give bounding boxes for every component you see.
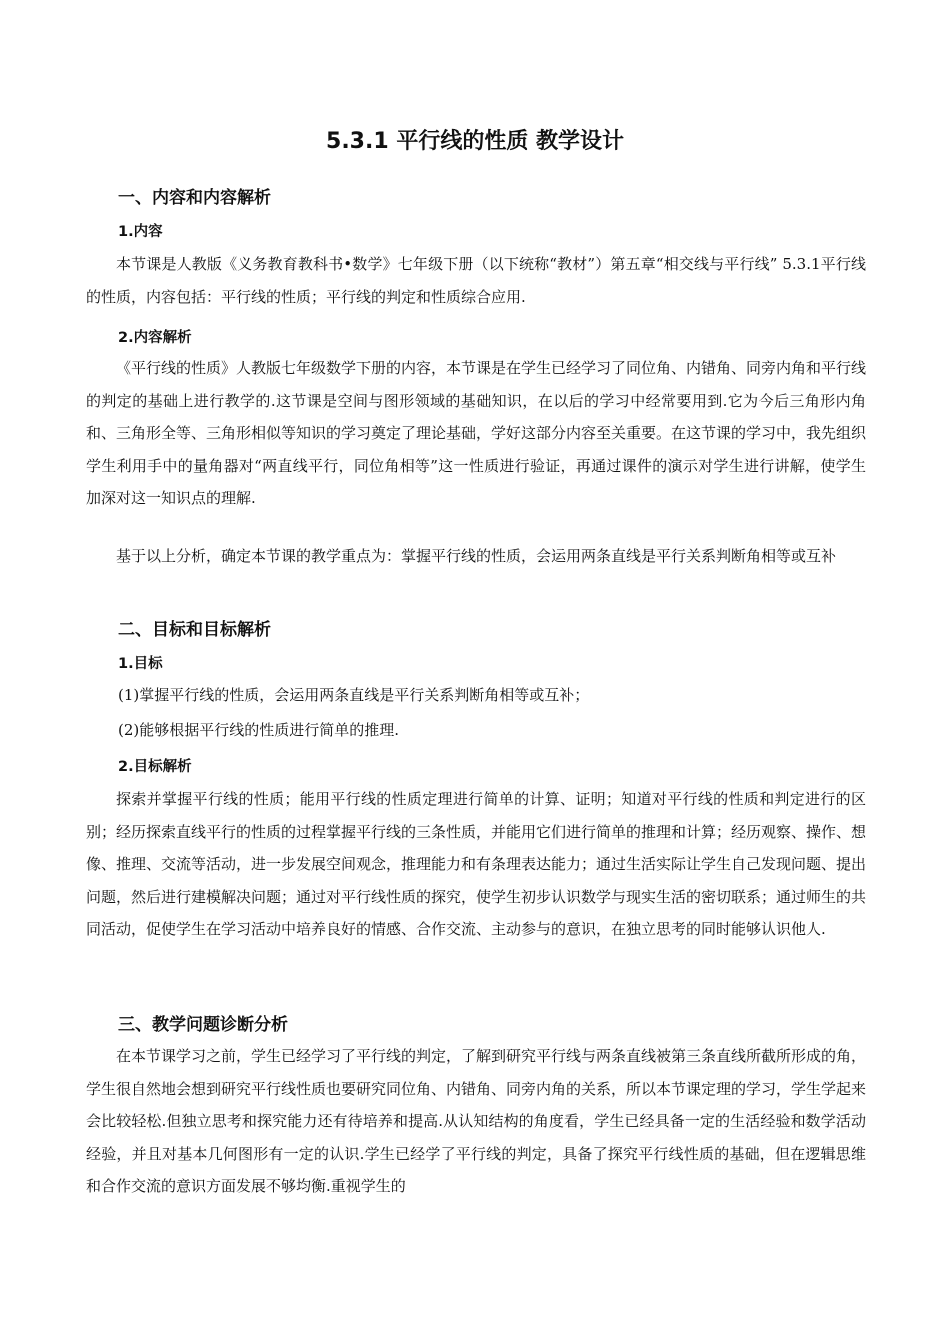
- paragraph-goals-analysis: 探索并掌握平行线的性质；能用平行线的性质定理进行简单的计算、证明；知道对平行线的性质和判定进行的区别；经历探索直线平行的性质的过程掌握平行线的三条性质，并能用它们进行简单的推理和计算；经历观察、操作、想像、推理、交流等活动，进一步发展空间观念，推理能力和有条理表达能力；通过生活实际让学生自己发现问题、提出问题，然后进行建模解决问题；通过对平行线性质的探究，使学生初步认识数学与现实生活的密切联系；通过师生的共同活动，促使学生在学习活动中培养良好的情感、合作交流、主动参与的意识，在独立思考的同时能够认识他人.: [86, 790, 867, 938]
- page-title: 5.3.1 平行线的性质 教学设计: [326, 129, 624, 154]
- section-heading-goals: 二、目标和目标解析: [118, 620, 271, 640]
- paragraph-content-analysis: 《平行线的性质》人教版七年级数学下册的内容，本节课是在学生已经学习了同位角、内错角、同旁内角和平行线的判定的基础上进行教学的.这节课是空间与图形领域的基础知识，在以后的学习中经常要用到.它为今后三角形内角和、三角形全等、三角形相似等知识的学习奠定了理论基础，学好这部分内容至关重要。在这节课的学习中，我先组织学生利用手中的量角器对“两直线平行，同位角相等”这一性质进行验证，再通过课件的演示对学生进行讲解，使学生加深对这一知识点的理解.: [86, 359, 867, 507]
- paragraph-diagnosis: 在本节课学习之前，学生已经学习了平行线的判定，了解到研究平行线与两条直线被第三条直线所截所形成的角，学生很自然地会想到研究平行线性质也要研究同位角、内错角、同旁内角的关系，所以本节课定理的学习，学生学起来会比较轻松.但独立思考和探究能力还有待培养和提高.从认知结构的角度看，学生已经具备一定的生活经验和数学活动经验，并且对基本几何图形有一定的认识.学生已经学了平行线的判定，具备了探究平行线性质的基础，但在逻辑思维和合作交流的意识方面发展不够均衡.重视学生的: [86, 1047, 867, 1195]
- subheading-goals: 1.目标: [118, 656, 163, 672]
- section-heading-diagnosis: 三、教学问题诊断分析: [118, 1015, 288, 1035]
- goal-item-1: (1)掌握平行线的性质，会运用两条直线是平行关系判断角相等或互补；: [118, 686, 590, 704]
- subheading-content: 1.内容: [118, 224, 163, 240]
- subheading-goals-analysis: 2.目标解析: [118, 759, 192, 775]
- section-heading-content: 一、内容和内容解析: [118, 188, 271, 208]
- subheading-content-analysis: 2.内容解析: [118, 330, 192, 346]
- paragraph-content: 本节课是人教版《义务教育教科书•数学》七年级下册（以下统称“教材”）第五章“相交线与平行线” 5.3.1平行线的性质，内容包括：平行线的性质；平行线的判定和性质综合应用.: [86, 255, 866, 306]
- paragraph-teaching-focus: 基于以上分析，确定本节课的教学重点为：掌握平行线的性质，会运用两条直线是平行关系判断角相等或互补: [116, 547, 837, 565]
- goal-item-2: (2)能够根据平行线的性质进行简单的推理.: [118, 721, 400, 739]
